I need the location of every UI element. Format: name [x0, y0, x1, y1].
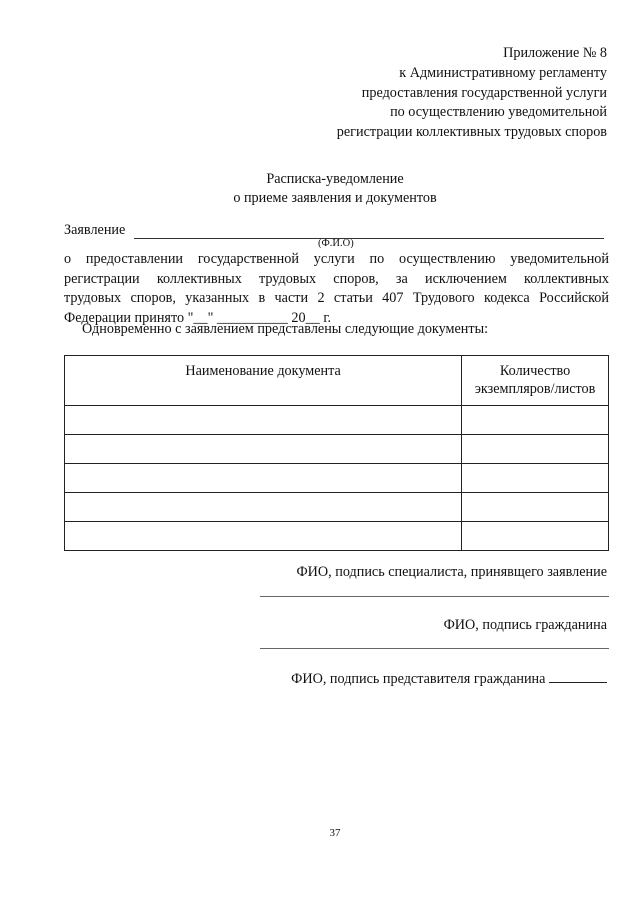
appendix-line-3: предоставления государственной услуги — [361, 84, 607, 101]
citizen-signature-line[interactable] — [260, 648, 609, 649]
table-row — [65, 493, 609, 522]
paragraph-line-2: регистрации коллективных трудовых споров, за исключением коллективных — [64, 270, 609, 287]
quantity-cell[interactable] — [462, 493, 609, 522]
table-row — [65, 435, 609, 464]
quantity-cell[interactable] — [462, 406, 609, 435]
paragraph-line-3: трудовых споров, указанных в части 2 статьи 407 Трудового кодекса Российской — [64, 290, 609, 306]
col-quantity-line-2: экземпляров/листов — [474, 381, 596, 397]
table-row — [65, 522, 609, 551]
appendix-header — [337, 44, 607, 143]
title-line-1: Расписка-уведомление — [266, 171, 404, 187]
statement-paragraph — [64, 250, 609, 328]
specialist-signature-line[interactable] — [260, 596, 609, 597]
col-quantity — [462, 356, 609, 406]
appendix-line-2: к Административному регламенту — [399, 64, 607, 81]
paragraph-line-4: Федерации принято "__" __________ 20__ г. — [64, 309, 332, 326]
document-name-cell[interactable] — [65, 406, 462, 435]
specialist-signature-label: ФИО, подпись специалиста, принявщего заявление — [296, 564, 607, 580]
table-row — [65, 406, 609, 435]
quantity-cell[interactable] — [462, 522, 609, 551]
document-title — [0, 170, 640, 208]
statement-label: Заявление — [64, 222, 126, 238]
quantity-cell[interactable] — [462, 435, 609, 464]
document-name-cell[interactable] — [65, 522, 462, 551]
citizen-signature-label: ФИО, подпись гражданина — [443, 617, 607, 633]
representative-signature-row — [291, 670, 607, 688]
col-quantity-line-1: Количество — [499, 363, 571, 379]
col-document-name: Наименование документа — [65, 356, 462, 406]
documents-intro: Одновременно с заявлением представлены следующие документы: — [82, 321, 489, 337]
fio-caption: (Ф.И.О) — [318, 238, 354, 249]
appendix-number: Приложение № 8 — [503, 45, 607, 61]
document-name-cell[interactable] — [65, 493, 462, 522]
statement-fio-field[interactable] — [134, 238, 604, 239]
representative-signature-label: ФИО, подпись представителя гражданина — [291, 671, 546, 687]
title-line-2: о приеме заявления и документов — [233, 190, 437, 206]
table-row — [65, 464, 609, 493]
table-header-row — [65, 356, 609, 406]
representative-signature-field[interactable] — [549, 670, 607, 683]
paragraph-line-1: о предоставлении государственной услуги по осуществлению уведомительной — [64, 251, 609, 267]
page-number: 37 — [329, 827, 341, 839]
quantity-cell[interactable] — [462, 464, 609, 493]
document-name-cell[interactable] — [65, 464, 462, 493]
appendix-line-4: по осуществлению уведомительной — [390, 104, 607, 121]
appendix-line-5: регистрации коллективных трудовых споров — [336, 124, 607, 141]
documents-table — [64, 355, 609, 551]
document-name-cell[interactable] — [65, 435, 462, 464]
